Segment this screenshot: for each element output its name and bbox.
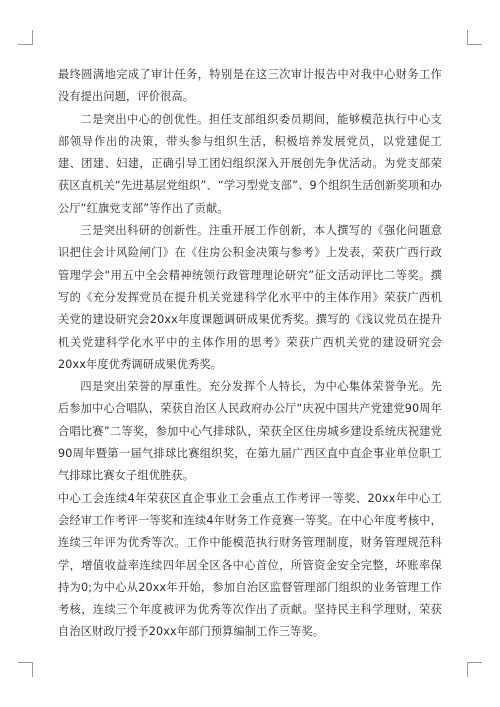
paragraph-union-awards: 中心工会连续4年荣获区直企事业工会重点工作考评一等奖、20xx年中心工会经审工作考评一等奖和连续4年财务工作竞赛一等奖。在中心年度考核中，连续三年评为优秀等次。工作中能模范执行财务管理制度，财务管理规范科学，增值收益率连续四年居全区各中心首位，所管资金安全完整，坏账率保持为0;为中心从20xx年开始，参加自治区监督管理部门组织的业务管理工作考核，连续三个年度被评为优秀等次作出了贡献。坚持民主科学理财，荣获自治区财政厅授予20xx年部门预算编制工作三等奖。 — [58, 491, 442, 639]
paragraph-research-innovation: 三是突出科研的创新性。注重开展工作创新，本人撰写的《强化问题意识把住会计风险闸门》在《住房公积金决策与参考》上发表，荣获广西行政管理学会“用五中全会精神统领行政管理理论研究”征文活动评比二等奖。撰写的《充分发挥党员在提升机关党建科学化水平中的主体作用》荣获广西机关党的建设研究会20xx年度课题调研成果优秀奖。撰写的《浅议党员在提升机关党建科学化水平中的主体作用的思考》荣获广西机关党的建设研究会20xx年度优秀调研成果优秀奖。 — [58, 224, 442, 371]
crop-mark-top-right — [467, 30, 482, 45]
paragraph-honors: 四是突出荣誉的厚重性。充分发挥个人特长，为中心集体荣誉争光。先后参加中心合唱队，荣获自治区人民政府办公厅“庆祝中国共产党建党90周年合唱比赛”二等奖，参加中心气排球队，荣获全区住房城乡建设系统庆祝建党90周年暨第一届气排球比赛组织奖，在第九届广西区直中直企事业单位职工气排球比赛女子组优胜获。 — [58, 380, 442, 483]
document-body — [58, 64, 442, 644]
crop-mark-bottom-right — [467, 662, 482, 677]
crop-mark-bottom-left — [18, 662, 33, 677]
paragraph-continuation: 最终圆满地完成了审计任务，特别是在这三次审计报告中对我中心财务工作没有提出问题，评价很高。 — [58, 68, 442, 104]
paragraph-innovation-excellence: 二是突出中心的创优性。担任支部组织委员期间，能够模范执行中心支部领导作出的决策，带头参与组织生活，积极培养发展党员，以党建促工建、团建、妇建，正确引导工团妇组织深入开展创先争优活动。为党支部荣获区直机关“先进基层党组织”、“学习型党支部”、9个组织生活创新奖项和办公厅“红旗党支部”等作出了贡献。 — [58, 112, 442, 215]
crop-mark-top-left — [18, 30, 33, 45]
